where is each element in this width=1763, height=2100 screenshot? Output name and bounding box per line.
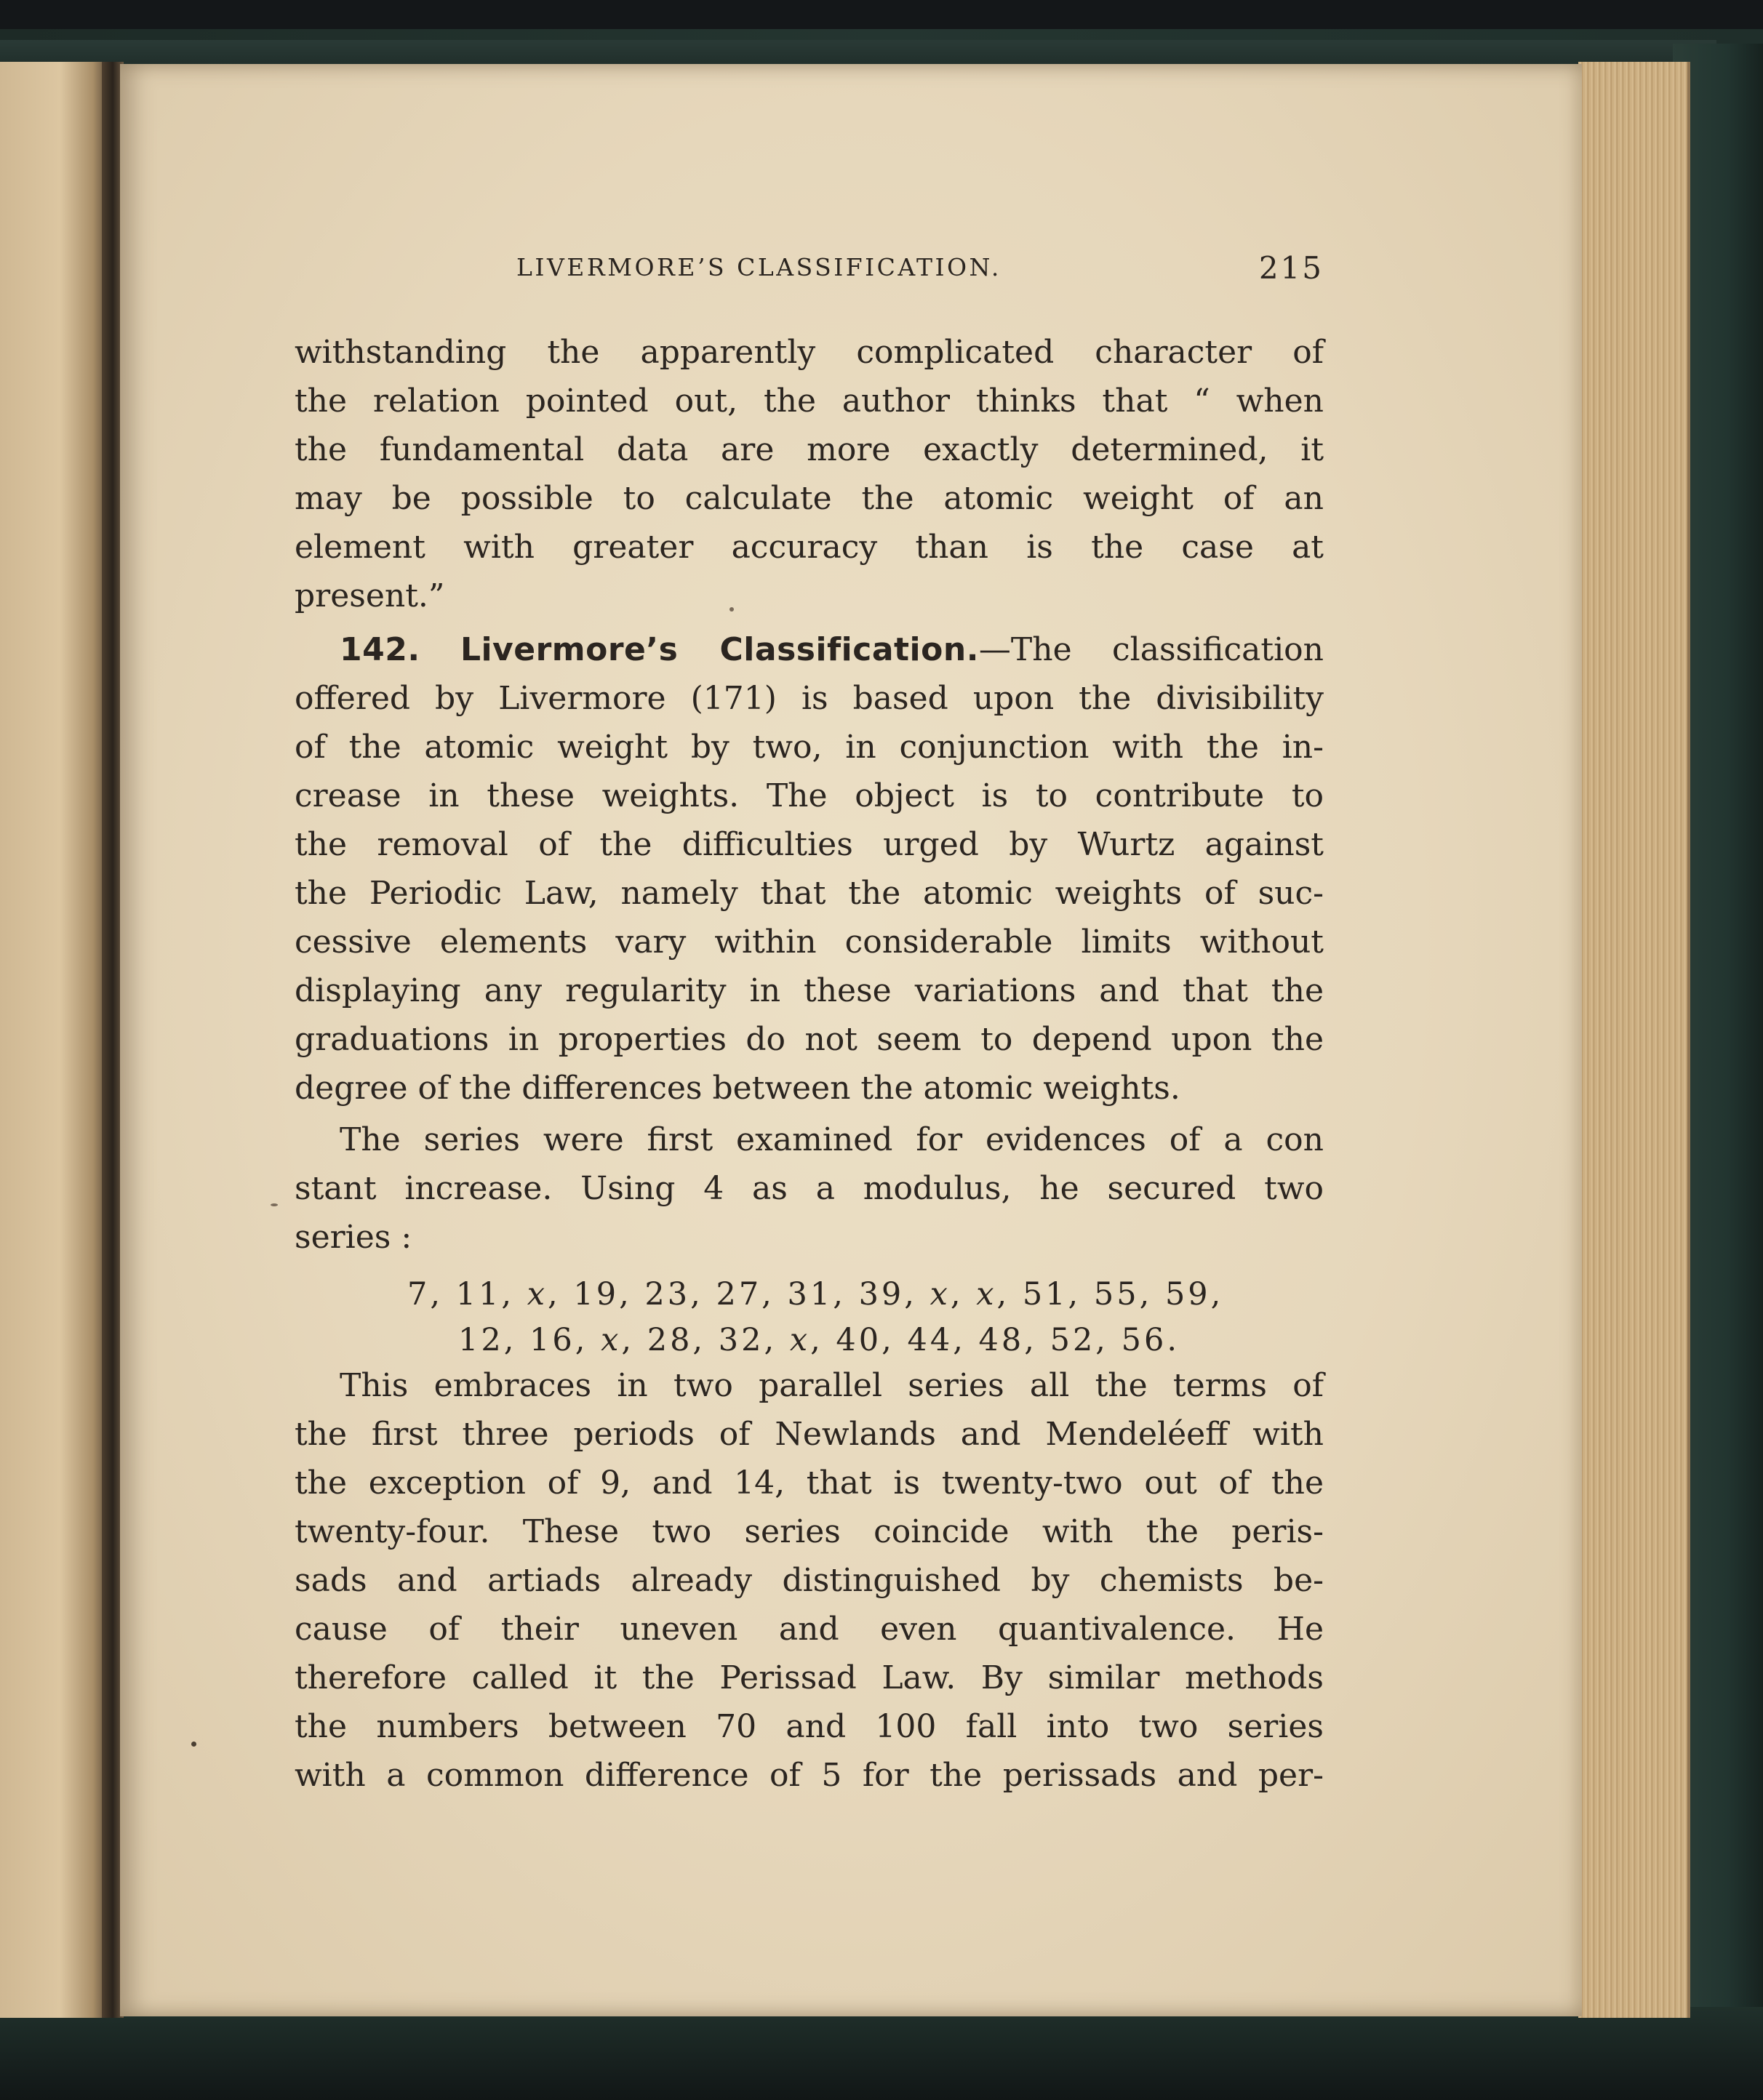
- text-line: of the atomic weight by two, in conjunction with the in-: [295, 729, 1324, 766]
- section-first-line-rest: —The classification: [978, 631, 1324, 668]
- text-line: cessive elements vary within considerable limits without: [295, 923, 1324, 961]
- paper-speck: [729, 607, 734, 612]
- running-title: LIVERMORE’S CLASSIFICATION.: [516, 253, 1002, 281]
- page-number: 215: [1258, 250, 1324, 286]
- text-line: The series were first examined for evidences of a con: [340, 1121, 1324, 1158]
- text-line: may be possible to calculate the atomic weight of an: [295, 480, 1324, 517]
- text-line: series :: [295, 1219, 412, 1256]
- text-line: withstanding the apparently complicated character of: [295, 334, 1324, 371]
- text-line: crease in these weights. The object is to contribute to: [295, 777, 1324, 814]
- series-two: 12, 16, x, 28, 32, x, 40, 44, 48, 52, 56.: [458, 1322, 1180, 1358]
- text-line: graduations in properties do not seem to depend upon the: [295, 1021, 1324, 1058]
- text-line: the fundamental data are more exactly determined, it: [295, 431, 1324, 468]
- text-line: degree of the differences between the atomic weights.: [295, 1070, 1180, 1107]
- text-line: cause of their uneven and even quantivalence. He: [295, 1611, 1324, 1648]
- section-title: Livermore’s Classification.: [460, 631, 979, 668]
- text-line: present.”: [295, 577, 445, 614]
- paper-speck: [191, 1742, 196, 1747]
- paper-speck: [271, 1203, 278, 1206]
- text-line: the Periodic Law, namely that the atomic weights of suc-: [295, 875, 1324, 912]
- series-one: 7, 11, x, 19, 23, 27, 31, 39, x, x, 51, 55, 59,: [407, 1276, 1224, 1312]
- text-line: element with greater accuracy than is the case at: [295, 529, 1324, 566]
- cover-bottom-edge: [0, 2007, 1763, 2100]
- text-line: the relation pointed out, the author thinks that “ when: [295, 382, 1324, 420]
- text-line: the first three periods of Newlands and Mendeléeff with: [295, 1416, 1324, 1453]
- text-line: displaying any regularity in these variations and that the: [295, 972, 1324, 1009]
- text-line: therefore called it the Perissad Law. By similar methods: [295, 1659, 1324, 1696]
- text-line: This embraces in two parallel series all the terms of: [340, 1367, 1324, 1404]
- text-line: twenty-four. These two series coincide with the peris-: [295, 1513, 1324, 1550]
- text-line: the numbers between 70 and 100 fall into two series: [295, 1708, 1324, 1745]
- section-number: 142.: [340, 631, 420, 668]
- text-line: with a common difference of 5 for the perissads and per-: [295, 1757, 1324, 1794]
- page-edges: [1578, 62, 1690, 2018]
- text-line: offered by Livermore (171) is based upon the divisibility: [295, 680, 1324, 717]
- section-first-line: [295, 628, 1324, 672]
- text-line: the removal of the difficulties urged by Wurtz against: [295, 826, 1324, 863]
- text-line: stant increase. Using 4 as a modulus, he secured two: [295, 1170, 1324, 1207]
- text-line: the exception of 9, and 14, that is twenty-two out of the: [295, 1464, 1324, 1502]
- left-page-sliver: [0, 62, 109, 2018]
- text-line: sads and artiads already distinguished by chemists be-: [295, 1562, 1324, 1599]
- running-head: [509, 250, 1324, 297]
